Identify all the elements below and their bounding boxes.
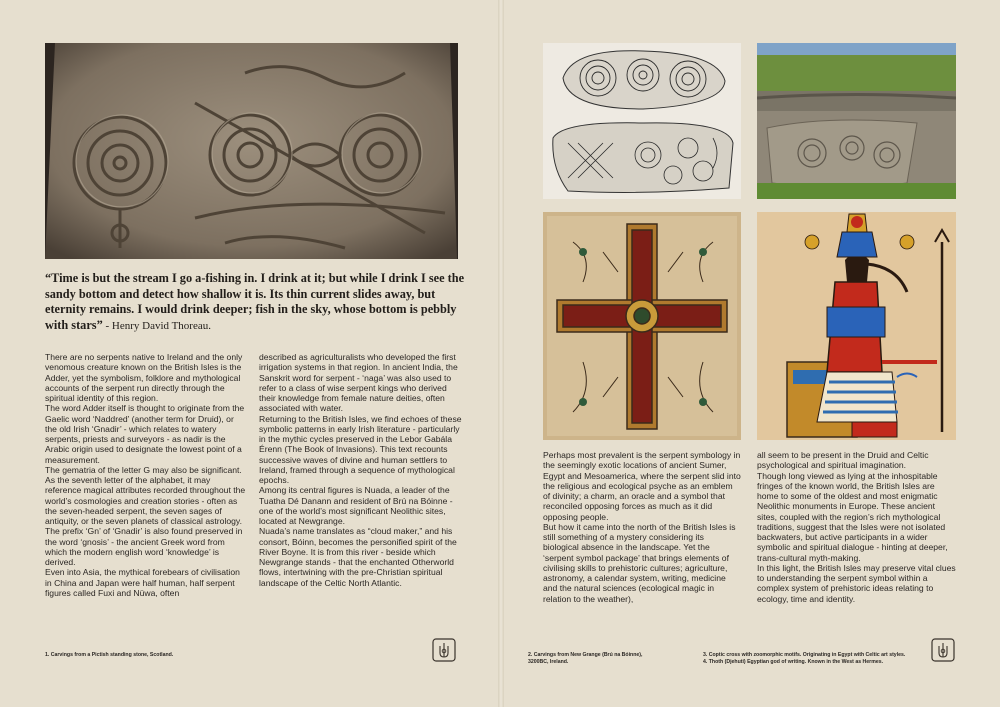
pictish-stone-photo — [45, 43, 458, 259]
quote-author: - Henry David Thoreau. — [102, 319, 211, 332]
paragraph: Nuada’s name translates as “cloud maker,” and his consort, Bóinn, becomes the personified spirit of the River Boyne. It is from this river - beside which Newgrange stands - that the enchanted Otherworld flows, intertwining with the pre-Christian spiritual landscape of the Celtic North Atlantic. — [259, 526, 457, 588]
quote-text: “Time is but the stream I go a-fishing in. I drink at it; but while I drink I see the sandy bottom and detect how shallow it is. Its thin current slides away, but eternity remains. I would drink deeper; fish in the sky, whose bottom is pebbly with stars” — [45, 271, 465, 332]
paragraph: Even into Asia, the mythical forebears of civilisation in China and Japan were half human, half serpent figures called Fuxi and Nüwa, often — [45, 567, 240, 598]
right-column-2 — [757, 450, 957, 604]
caption-line: 4. Thoth (Djehuti) Egyptian god of writing. Known in the West as Hermes. — [703, 658, 884, 665]
paragraph: Though long viewed as lying at the inhospitable fringes of the known world, the British Isles are home to some of the oldest and most enigmatic Neolithic monuments in Europe. These ancient sites, coupled with the region’s rich mythological traditions, suggest that the Isles were not isolated backwaters, but active participants in a wider symbolic and spiritual dialogue - hinting at deeper, trans-cultural myth-making. — [757, 470, 948, 563]
paragraph: all seem to be present in the Druid and Celtic psychological and spiritual imagination. — [757, 450, 929, 471]
caption-3-4 — [703, 652, 928, 665]
paragraph: The word Adder itself is thought to originate from the Gaelic word ‘Naddred’ (another term for Druid), or the old Irish ‘Gnadir’ - which relates to watery serpents, priests and surveyors - as nadir is the Arabic origin used to designate the lowest point of a measurement. — [45, 403, 245, 465]
paragraph: There are no serpents native to Ireland and the only venomous creature known on the British Isles is the Adder, yet the symbolism, folklore and mythological accounts of the serpent run directly through the spiritual identity of this region. — [45, 352, 243, 403]
paragraph: described as agriculturalists who developed the first irrigation systems in that region. In ancient India, the Sanskrit word for serpent - ‘naga’ was also used to refer to a class of wise serpent kings who derived their knowledge from female nature deities, often associated with water. — [259, 352, 458, 414]
caption-2 — [528, 652, 678, 665]
coptic-cross-illustration — [543, 212, 741, 440]
paragraph: Returning to the British Isles, we find echoes of these symbolic patterns in early Irish literature - particularly in the mythic cycles preserved in the Lebor Gabála Érenn (The Book of Invasions). This text recounts successive waves of divine and human settlers to Ireland, framed through a sequence of mythological epochs. — [259, 413, 462, 485]
pull-quote — [45, 271, 465, 334]
paragraph: In this light, the British Isles may preserve vital clues to understanding the serpent symbol within a complex system of prehistoric ideas relating to ecology, time and identity. — [757, 562, 956, 604]
page-gutter — [498, 0, 504, 707]
paragraph: The gematria of the letter G may also be significant. As the seventh letter of the alphabet, it may reference magical attributes recorded throughout the world’s cosmologies and creation stories - often as the seven-headed serpent, the seven sages of antiquity, or the seven planets of classical astrology. The prefix ‘Gn’ of ‘Gnadir’ is also found preserved in the word ‘gnosis’ - the ancient Greek word from which the modern english word ‘knowledge’ is derived. — [45, 464, 246, 567]
paragraph: Perhaps most prevalent is the serpent symbology in the seemingly exotic locations of ancient Sumer, Egypt and Mesoamerica, where the serpent slid into the religious and ecological psyche as an emblem of divinity; a charm, an oracle and a symbol that reconciled opposing forces as much as it did opposing people. — [543, 450, 741, 522]
right-column-1 — [543, 450, 741, 604]
left-column-1 — [45, 352, 248, 598]
caption-1: 1. Carvings from a Pictish standing stone, Scotland. — [45, 652, 174, 658]
paragraph: But how it came into the north of the British Isles is still something of a mystery considering its biological absence in the landscape. Yet the ‘serpent symbol package’ that brings elements of civilising skills to prehistoric cultures; agriculture, astronomy, a calendar system, writing, medicine and the natural sciences (ecological magic in relation to the weather), — [543, 521, 736, 604]
caption-line: 2. Carvings from New Grange (Brú na Bóinne), — [528, 652, 643, 658]
hand-emblem-icon — [931, 638, 955, 662]
thoth-illustration — [757, 212, 956, 440]
left-column-2 — [259, 352, 462, 588]
hand-emblem-icon — [432, 638, 456, 662]
paragraph: Among its central figures is Nuada, a leader of the Tuatha Dé Danann and resident of Brú na Bóinne - one of the world’s most significant Neolithic sites, located at Newgrange. — [259, 485, 453, 526]
newgrange-stone-drawings — [543, 43, 741, 199]
caption-line: 3. Coptic cross with zoomorphic motifs. Originating in Egypt with Celtic art styles. — [703, 652, 906, 658]
caption-line: 3200BC, Ireland. — [528, 658, 569, 665]
newgrange-site-photo — [757, 43, 956, 199]
